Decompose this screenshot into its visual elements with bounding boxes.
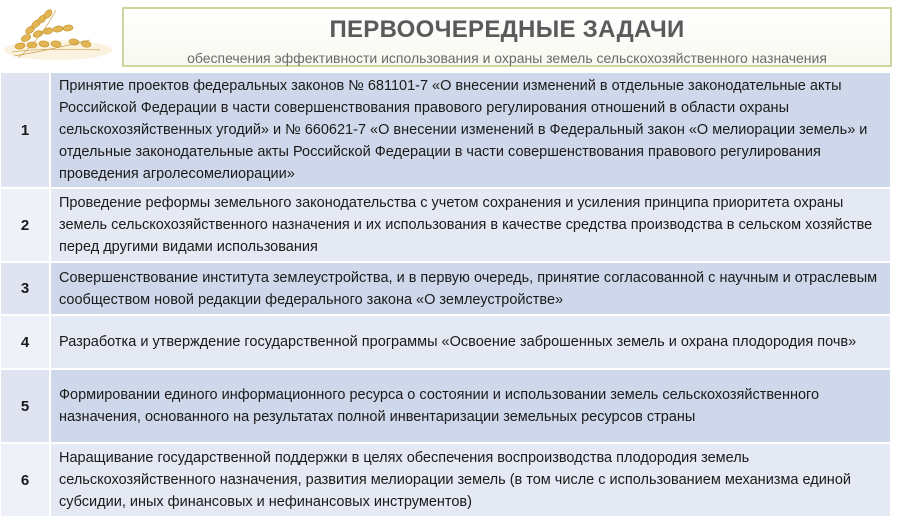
page-title: ПЕРВООЧЕРЕДНЫЕ ЗАДАЧИ xyxy=(329,16,685,43)
table-row xyxy=(1,370,890,444)
row-text: Формировании единого информационного ресурса о состоянии и использовании земель сельскохозяйственного назначения, основанного на результатах полной инвентаризации земельных ресурсов страны xyxy=(51,370,890,442)
row-number: 6 xyxy=(1,444,51,516)
row-text: Проведение реформы земельного законодательства с учетом сохранения и усиления принципа приоритета охраны земель сельскохозяйственного назначения и их использования в качестве средства производства в сельском хозяйстве перед другими видами использования xyxy=(51,189,890,261)
table-row xyxy=(1,189,890,263)
row-text: Принятие проектов федеральных законов № 681101-7 «О внесении изменений в отдельные законодательные акты Российской Федерации в части совершенствования правового регулирования отношений в области охраны сельскохозяйственных угодий» и № 660621-7 «О внесении изменений в Федеральный закон «О мелиорации земель» и отдельные законодательные акты Российской Федерации в части совершенствования правового регулирования проведения агролесомелиорации» xyxy=(51,73,890,187)
row-number: 2 xyxy=(1,189,51,261)
table-row xyxy=(1,316,890,370)
header-box xyxy=(122,7,892,67)
table-row xyxy=(1,73,890,189)
row-text: Разработка и утверждение государственной программы «Освоение заброшенных земель и охрана плодородия почв» xyxy=(51,316,890,368)
row-text: Наращивание государственной поддержки в целях обеспечения воспроизводства плодородия земель сельскохозяйственного назначения, развития мелиорации земель (в том числе с использованием механизма единой субсидии, иных финансовых и нефинансовых инструментов) xyxy=(51,444,890,516)
wheat-logo-icon xyxy=(0,0,120,66)
row-number: 4 xyxy=(1,316,51,368)
table-row xyxy=(1,263,890,316)
tasks-table xyxy=(1,73,890,518)
table-row xyxy=(1,444,890,518)
row-number: 3 xyxy=(1,263,51,314)
row-number: 1 xyxy=(1,73,51,187)
row-number: 5 xyxy=(1,370,51,442)
row-text: Совершенствование института землеустройства, и в первую очередь, принятие согласованной с научным и отраслевым сообществом новой редакции федерального закона «О землеустройстве» xyxy=(51,263,890,314)
page-subtitle: обеспечения эффективности использования и охраны земель сельскохозяйственного назначения xyxy=(187,50,827,66)
